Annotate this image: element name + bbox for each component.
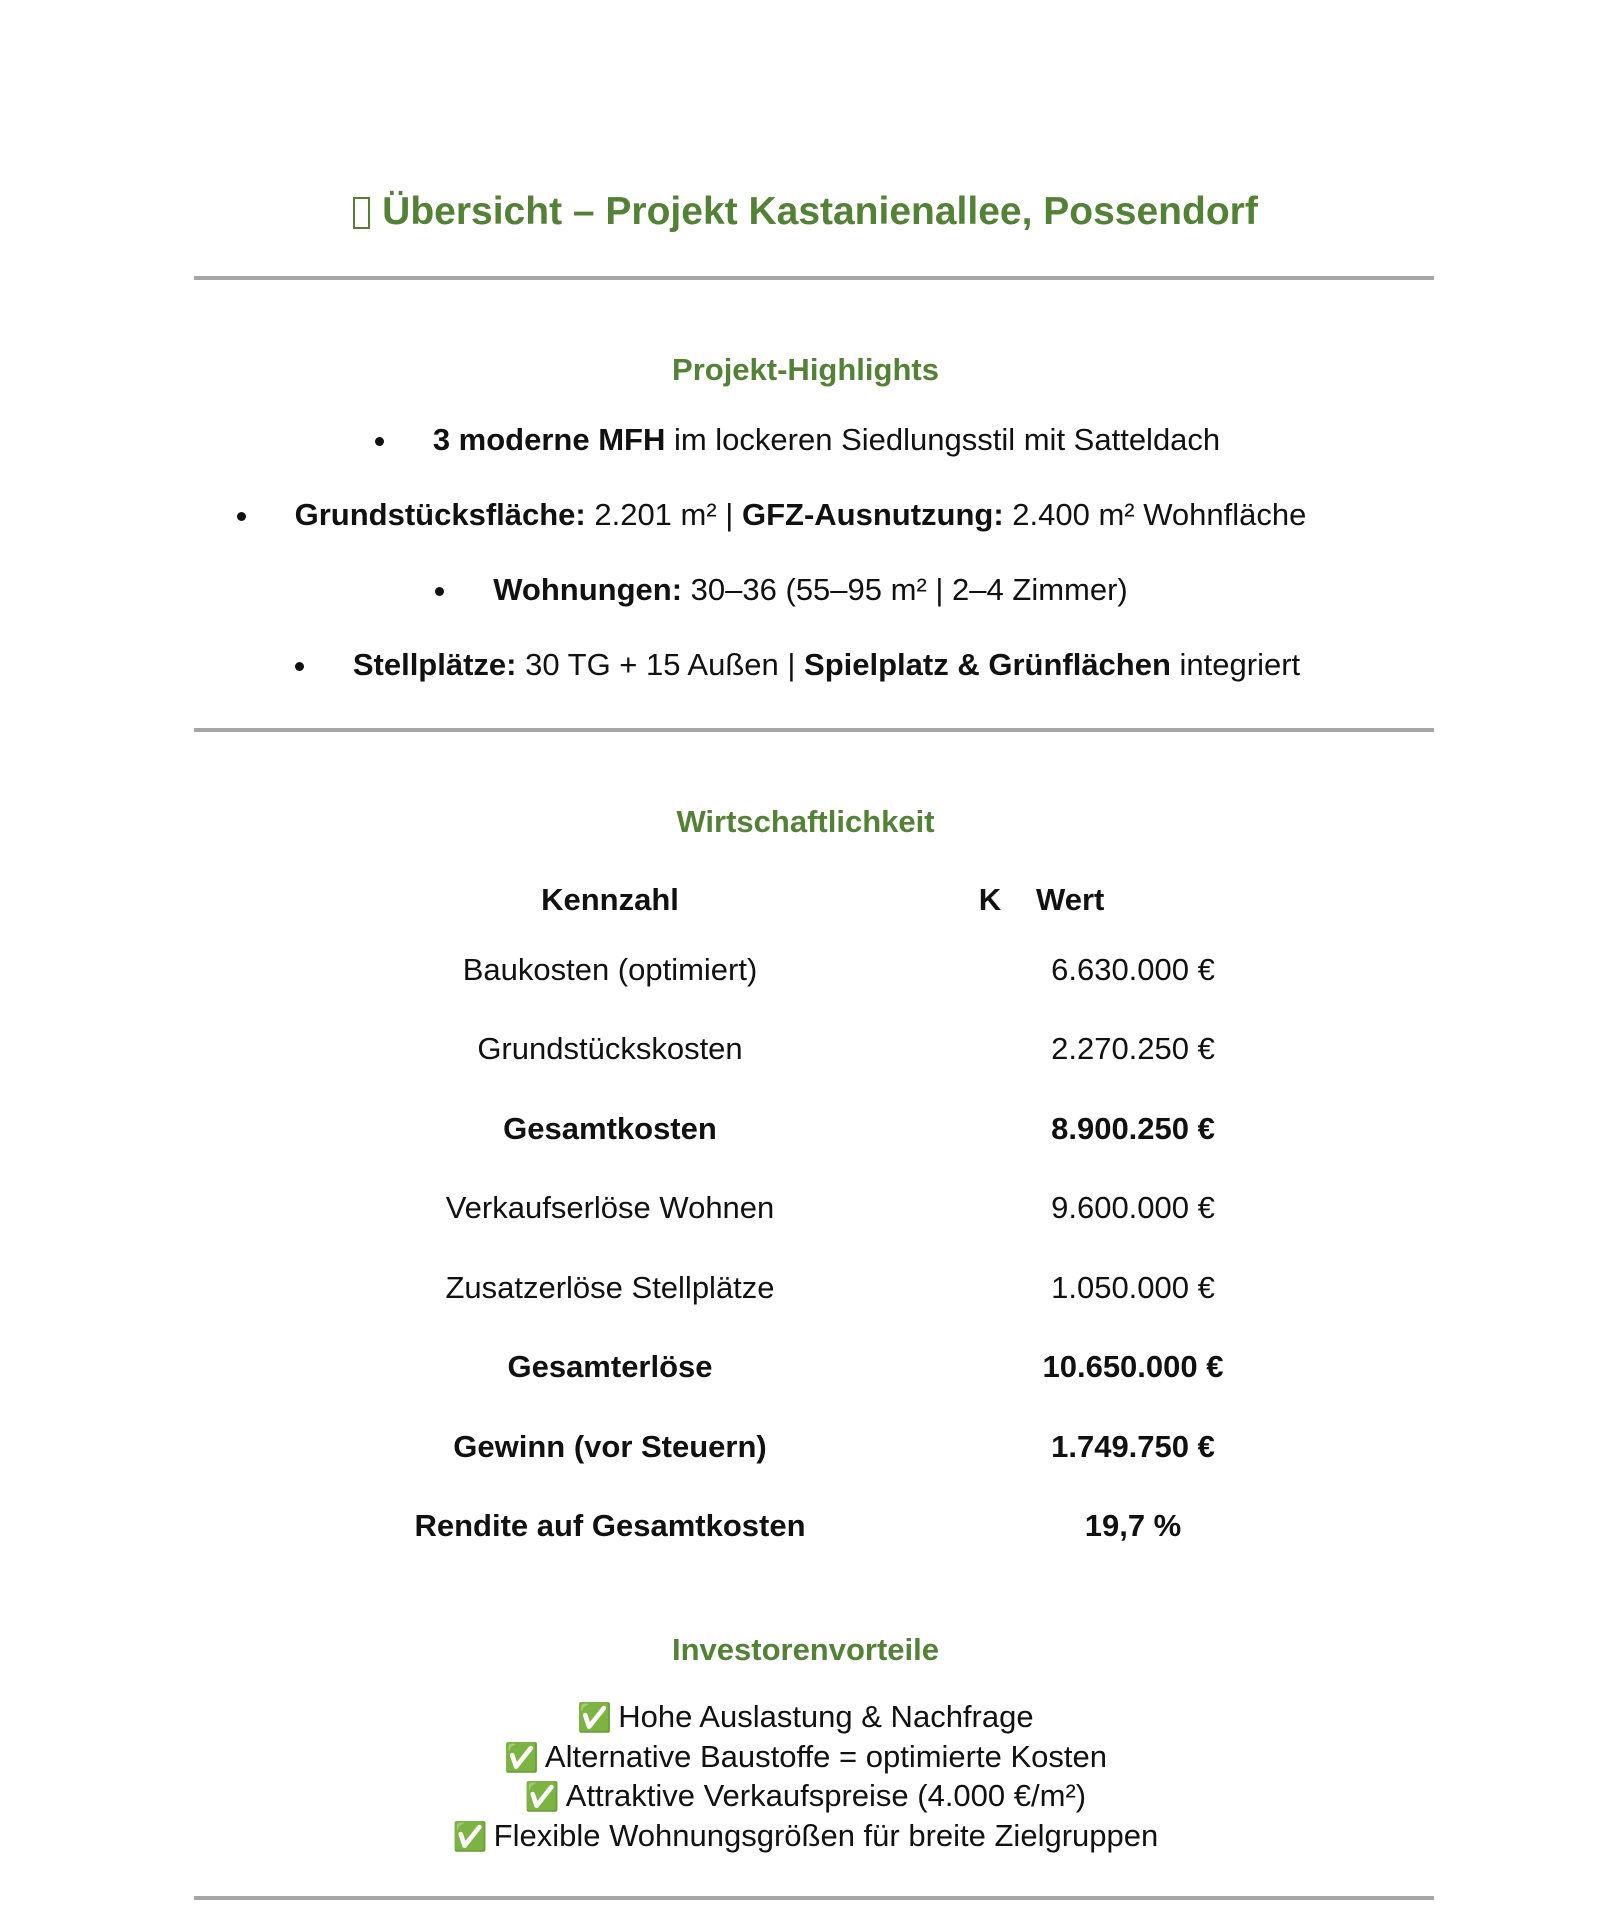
kennzahl-cell: Verkaufserlöse Wohnen	[445, 1190, 775, 1226]
highlight-text-1: 2.201 m² |	[585, 497, 742, 532]
kennzahl-cell: Zusatzerlöse Stellplätze	[445, 1269, 775, 1305]
table-row	[380, 1407, 1236, 1487]
highlight-item	[0, 570, 1611, 610]
kennzahl-cell: Rendite auf Gesamtkosten	[414, 1508, 806, 1544]
kennzahl-cell: Gesamterlöse	[507, 1349, 713, 1385]
wert-cell: 10.650.000 €	[1042, 1349, 1224, 1385]
k-cell	[840, 1407, 1020, 1487]
advantage-text: Attraktive Verkaufspreise (4.000 €/m²)	[565, 1778, 1087, 1813]
k-cell	[840, 1010, 1020, 1090]
kennzahl-cell: Gesamtkosten	[503, 1110, 717, 1146]
k-cell	[840, 1487, 1020, 1567]
highlight-bold-2: GFZ-Ausnutzung:	[741, 497, 1004, 532]
table-row	[380, 1010, 1236, 1090]
economics-table	[380, 870, 1236, 1566]
kennzahl-cell: Baukosten (optimiert)	[462, 951, 758, 987]
k-cell	[840, 930, 1020, 1010]
list-item	[0, 1817, 1611, 1857]
wert-cell: 1.749.750 €	[1051, 1428, 1215, 1464]
table-row	[380, 1328, 1236, 1408]
list-item	[0, 1777, 1611, 1817]
k-cell	[840, 1169, 1020, 1249]
list-item	[0, 1738, 1611, 1778]
highlight-bold-1: 3 moderne MFH	[432, 422, 666, 457]
check-mark-icon: ✅	[577, 1701, 613, 1734]
advantage-text: Hohe Auslastung & Nachfrage	[618, 1699, 1034, 1734]
highlight-text-1: 30–36 (55–95 m² | 2–4 Zimmer)	[682, 572, 1128, 607]
investor-advantages-list	[0, 1698, 1611, 1856]
investors-heading: Investorenvorteile	[671, 1632, 940, 1667]
advantage-text: Flexible Wohnungsgrößen für breite Zielgruppen	[493, 1817, 1159, 1853]
missing-glyph-icon	[353, 197, 370, 229]
horizontal-rule	[194, 276, 1434, 280]
highlight-text-2: integriert	[1170, 647, 1301, 682]
table-row	[380, 930, 1236, 1010]
table-row	[380, 1169, 1236, 1249]
column-header-kennzahl: Kennzahl	[541, 882, 679, 917]
table-row	[380, 1248, 1236, 1328]
column-header-k: K	[978, 882, 1002, 917]
highlights-heading: Projekt-Highlights	[672, 352, 939, 387]
highlight-text-2: 2.400 m² Wohnfläche	[1003, 497, 1307, 532]
document-title	[0, 190, 1611, 234]
horizontal-rule	[194, 728, 1434, 732]
highlight-item	[0, 495, 1611, 535]
wert-cell: 19,7 %	[1084, 1508, 1182, 1544]
highlight-bold-2: Spielplatz & Grünflächen	[804, 647, 1171, 682]
highlight-item	[0, 420, 1611, 460]
highlight-item	[0, 645, 1611, 685]
economics-heading: Wirtschaftlichkeit	[676, 804, 935, 839]
highlight-bold-1: Grundstücksfläche:	[294, 497, 586, 532]
k-cell	[840, 1248, 1020, 1328]
table-row	[380, 1487, 1236, 1567]
check-mark-icon: ✅	[504, 1740, 539, 1774]
wert-cell: 8.900.250 €	[1051, 1110, 1215, 1146]
check-mark-icon: ✅	[452, 1819, 488, 1853]
wert-cell: 9.600.000 €	[1051, 1190, 1215, 1226]
kennzahl-cell: Gewinn (vor Steuern)	[453, 1428, 767, 1464]
table-row	[380, 1089, 1236, 1169]
table-header-row	[380, 870, 1236, 930]
wert-cell: 2.270.250 €	[1051, 1031, 1215, 1067]
column-header-wert: Wert	[1036, 882, 1105, 917]
k-cell	[840, 1089, 1020, 1169]
kennzahl-cell: Grundstückskosten	[477, 1031, 743, 1067]
horizontal-rule	[194, 1896, 1434, 1900]
title-text: Übersicht – Projekt Kastanienallee, Possendorf	[382, 190, 1258, 233]
wert-cell: 1.050.000 €	[1051, 1269, 1215, 1305]
advantage-text: Alternative Baustoffe = optimierte Kosten	[544, 1738, 1107, 1774]
k-cell	[840, 1328, 1020, 1408]
wert-cell: 6.630.000 €	[1051, 951, 1215, 987]
highlight-text-1: im lockeren Siedlungsstil mit Satteldach	[665, 422, 1221, 457]
highlight-text-1: 30 TG + 15 Außen |	[516, 647, 805, 682]
highlight-bold-1: Wohnungen:	[493, 572, 683, 607]
highlight-bold-1: Stellplätze:	[352, 647, 517, 682]
check-mark-icon: ✅	[524, 1780, 560, 1813]
list-item	[0, 1698, 1611, 1738]
